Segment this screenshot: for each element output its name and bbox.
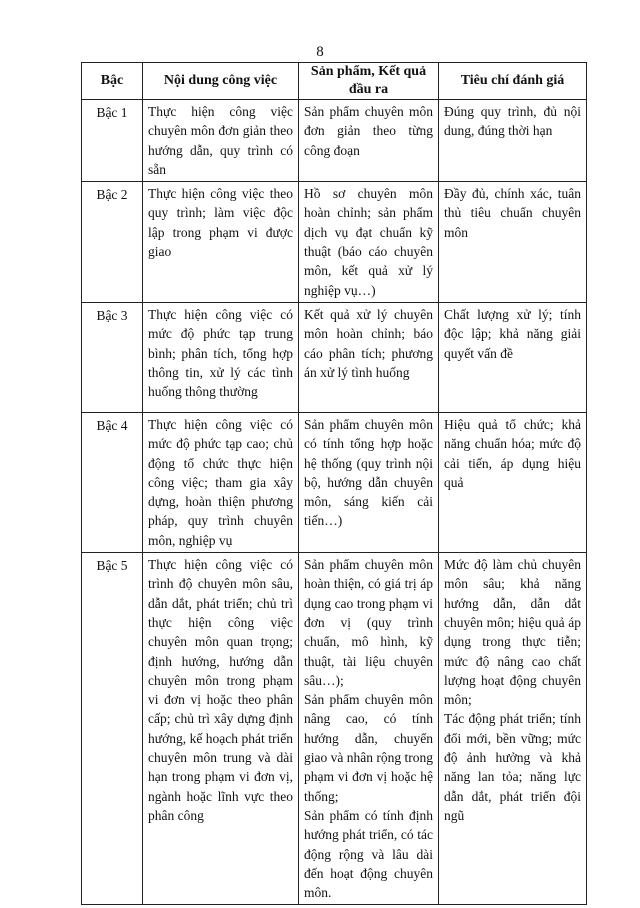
product-paragraph: Sản phẩm có tính định hướng phát triển, có tác động rộng và lâu dài đến hoạt động chuyên môn. xyxy=(304,807,433,901)
table-row xyxy=(82,553,587,905)
content-cell: Thực hiện công việc theo quy trình; làm việc độc lập trong phạm vi được giao xyxy=(143,182,299,303)
product-cell xyxy=(299,412,439,552)
level-cell: Bậc 1 xyxy=(82,100,143,182)
content-cell: Thực hiện công việc chuyên môn đơn giản theo hướng dẫn, quy trình có sẵn xyxy=(143,100,299,182)
product-paragraph: Sản phẩm chuyên môn hoàn thiện, có giá trị áp dụng cao trong phạm vi đơn vị (quy trình chuẩn, mô hình, kỹ thuật, tài liệu chuyên sâu…); xyxy=(304,557,433,688)
table-header-row xyxy=(82,63,587,100)
criteria-paragraph: Chất lượng xử lý; tính độc lập; khả năng giải quyết vấn đề xyxy=(444,306,581,361)
product-paragraph: Sản phẩm chuyên môn nâng cao, có tính hướng dẫn, chuyển giao và nhân rộng trong phạm vi đơn vị hoặc hệ thống; xyxy=(304,692,433,804)
criteria-paragraph: Đầy đủ, chính xác, tuân thủ tiêu chuẩn chuyên môn xyxy=(444,186,581,240)
table-row xyxy=(82,100,587,182)
criteria-paragraph: Đúng quy trình, đủ nội dung, đúng thời hạn xyxy=(444,104,581,139)
product-paragraph: Sản phẩm chuyên môn có tính tổng hợp hoặc hệ thống (quy trình nội bộ, hướng dẫn chuyên môn, sáng kiến cải tiến…) xyxy=(304,416,433,529)
level-cell: Bậc 2 xyxy=(82,182,143,303)
header-level: Bậc xyxy=(82,63,143,100)
header-criteria: Tiêu chí đánh giá xyxy=(439,63,587,100)
content-cell: Thực hiện công việc có mức độ phức tạp trung bình; phân tích, tổng hợp thông tin, xử lý các tình huống thông thường xyxy=(143,302,299,412)
table-row xyxy=(82,302,587,412)
criteria-paragraph: Tác động phát triển; tính đổi mới, bền vững; mức độ ảnh hưởng và khả năng lan tỏa; năng lực dẫn dắt, phát triển đội ngũ xyxy=(444,711,581,823)
level-cell: Bậc 4 xyxy=(82,412,143,552)
header-product: Sản phẩm, Kết quả đầu ra xyxy=(299,63,439,100)
criteria-cell xyxy=(439,412,587,552)
page-number: 8 xyxy=(316,44,324,60)
product-paragraph: Kết quả xử lý chuyên môn hoàn chỉnh; báo cáo phân tích; phương án xử lý tình huống xyxy=(304,306,433,380)
content-cell: Thực hiện công việc có trình độ chuyên môn sâu, dẫn dắt, phát triển; chủ trì thực hiện công việc chuyên môn quan trọng; định hướng, hướng dẫn chuyên môn trong phạm vi đơn vị hoặc theo phân cấp; chủ trì xây dựng định hướng, kế hoạch phát triển chuyên môn trung và dài hạn trong phạm vi đơn vị, ngành hoặc lĩnh vực theo phân công xyxy=(143,553,299,905)
product-cell xyxy=(299,182,439,303)
criteria-cell xyxy=(439,182,587,303)
job-level-table xyxy=(81,62,587,905)
product-cell xyxy=(299,100,439,182)
header-content: Nội dung công việc xyxy=(143,63,299,100)
criteria-paragraph: Mức độ làm chủ chuyên môn sâu; khả năng hướng dẫn, dẫn dắt chuyên môn; hiệu quả áp dụng trong thực tiễn; mức độ nâng cao chất lượng hoạt động chuyên môn; xyxy=(444,557,581,708)
table-row xyxy=(82,412,587,552)
criteria-paragraph: Hiệu quả tổ chức; khả năng chuẩn hóa; mức độ cải tiến, áp dụng hiệu quả xyxy=(444,416,581,490)
product-paragraph: Sản phẩm chuyên môn đơn giản theo từng công đoạn xyxy=(304,104,433,158)
product-paragraph: Hồ sơ chuyên môn hoàn chỉnh; sản phẩm dịch vụ đạt chuẩn kỹ thuật (báo cáo chuyên môn, kết quả xử lý nghiệp vụ…) xyxy=(304,186,433,298)
level-cell: Bậc 5 xyxy=(82,553,143,905)
criteria-cell xyxy=(439,553,587,905)
criteria-cell xyxy=(439,100,587,182)
table-row xyxy=(82,182,587,303)
criteria-cell xyxy=(439,302,587,412)
content-cell: Thực hiện công việc có mức độ phức tạp cao; chủ động tổ chức thực hiện công việc; tham gia xây dựng, hoàn thiện phương pháp, quy trình chuyên môn, nghiệp vụ xyxy=(143,412,299,552)
product-cell xyxy=(299,553,439,905)
product-cell xyxy=(299,302,439,412)
level-cell: Bậc 3 xyxy=(82,302,143,412)
